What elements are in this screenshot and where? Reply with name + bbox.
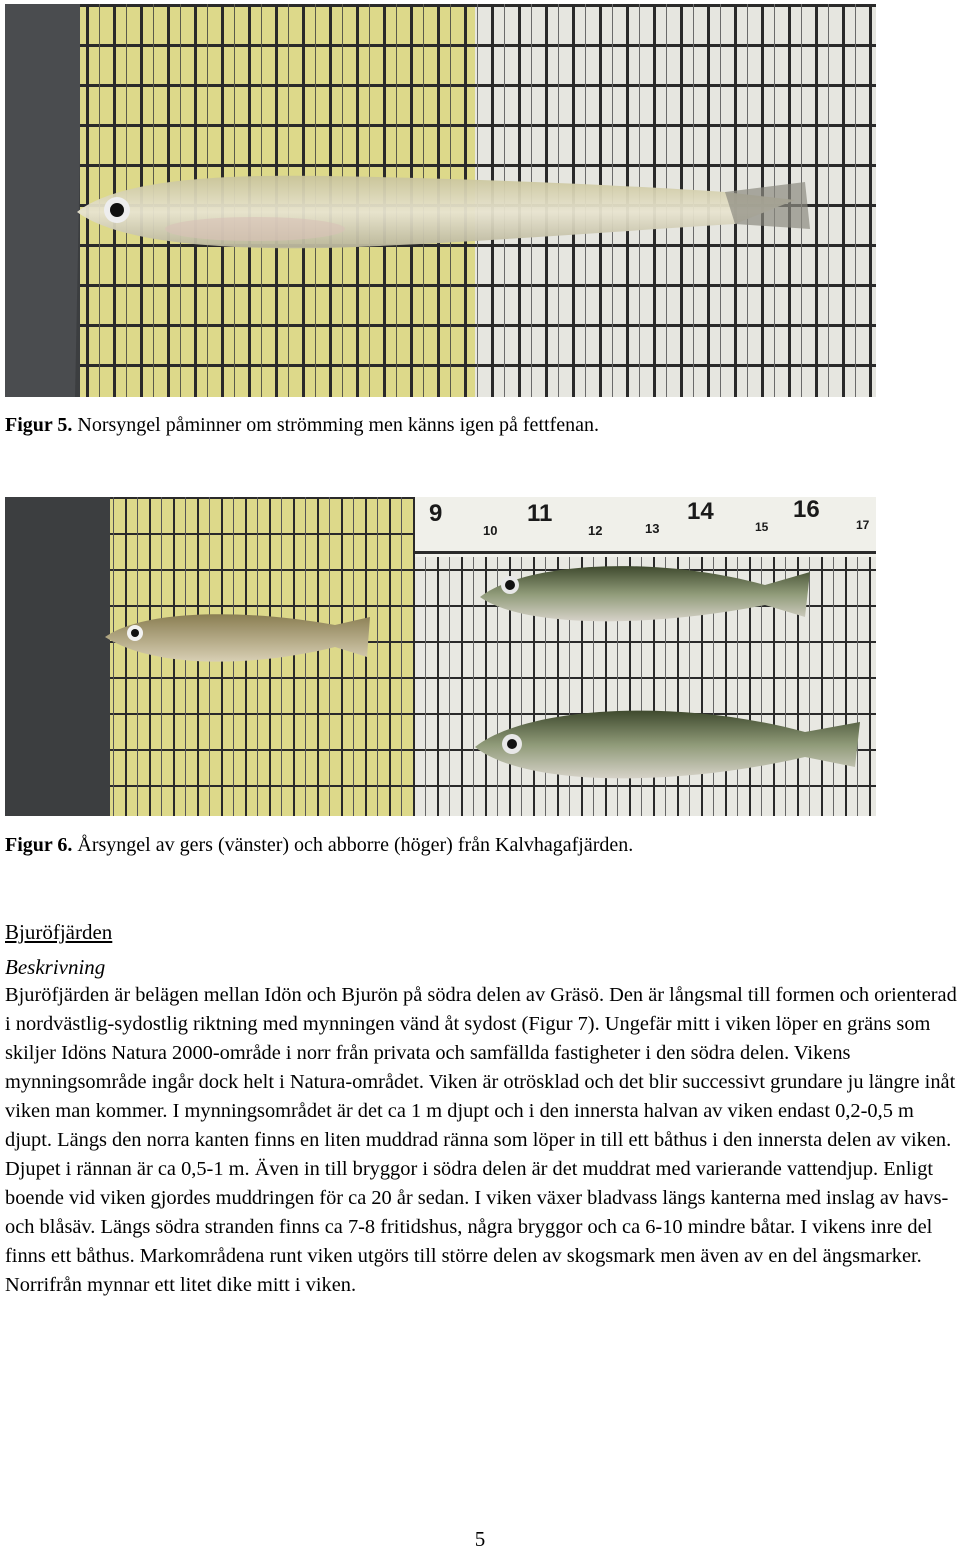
ruler-label-9: 9 [429,500,443,527]
figure-5-photo [5,4,876,397]
ruler-label-13: 13 [645,521,660,536]
figure-6-label: Figur 6. [5,834,73,856]
gers-abborre-photo-illustration [5,497,876,816]
figure-5-caption [5,413,599,437]
ruler-label-12: 12 [588,523,603,538]
section-paragraph: Bjuröfjärden är belägen mellan Idön och Bjurön på södra delen av Gräsö. Den är långsmal till formen och orienterad i nordvästlig-sydostlig riktning med mynningen vänd åt sydost (Figur 7). Ungefär mitt i viken löper en gräns som skiljer Idöns Natura 2000-område i norr från privata och samfällda fastigheter i den södra delen. Vikens mynningsområde ingår dock helt i Natura-området. Viken är otrösklad och det blir successivt grundare ju längre inåt viken man kommer. I mynningsområdet är det ca 1 m djupt och i den innersta halvan av viken endast 0,2-0,5 m djupt. Längs den norra kanten finns en liten muddrad ränna som löper in till ett båthus i den innersta delen av viken. Djupet i rännan är ca 0,5-1 m. Även in till bryggor i södra delen är det muddrat med varierande vattendjup. Enligt boende vid viken gjordes muddringen för ca 20 år sedan. I viken växer bladvass längs kanterna med inslag av havs- och blåsäv. Längs södra stranden finns ca 7-8 fritidshus, några bryggor och ca 6-10 mindre båtar. I vikens inre del finns ett båthus. Markområdena runt viken utgörs till större delen av skogsmark men även av en del ängsmarker. Norrifrån mynnar ett litet dike mitt i viken. [5,984,957,1296]
section-heading: Bjuröfjärden [5,920,113,944]
figure-6-caption [5,833,633,857]
norsyngel-photo-illustration [5,4,876,397]
ruler-label-16: 16 [793,497,820,523]
ruler-label-15: 15 [755,520,769,534]
figure-6-photo [5,497,876,816]
section-subheading: Beskrivning [5,955,106,979]
ruler-label-17: 17 [856,518,870,532]
figure-5-text: Norsyngel påminner om strömming men känns igen på fettfenan. [72,414,599,436]
ruler-label-11: 11 [527,500,553,527]
figure-6-text: Årsyngel av gers (vänster) och abborre (höger) från Kalvhagafjärden. [72,834,634,856]
ruler-label-10: 10 [483,523,498,538]
ruler-label-14: 14 [687,498,714,525]
figure-5-label: Figur 5. [5,414,73,436]
page-number: 5 [474,1527,486,1551]
